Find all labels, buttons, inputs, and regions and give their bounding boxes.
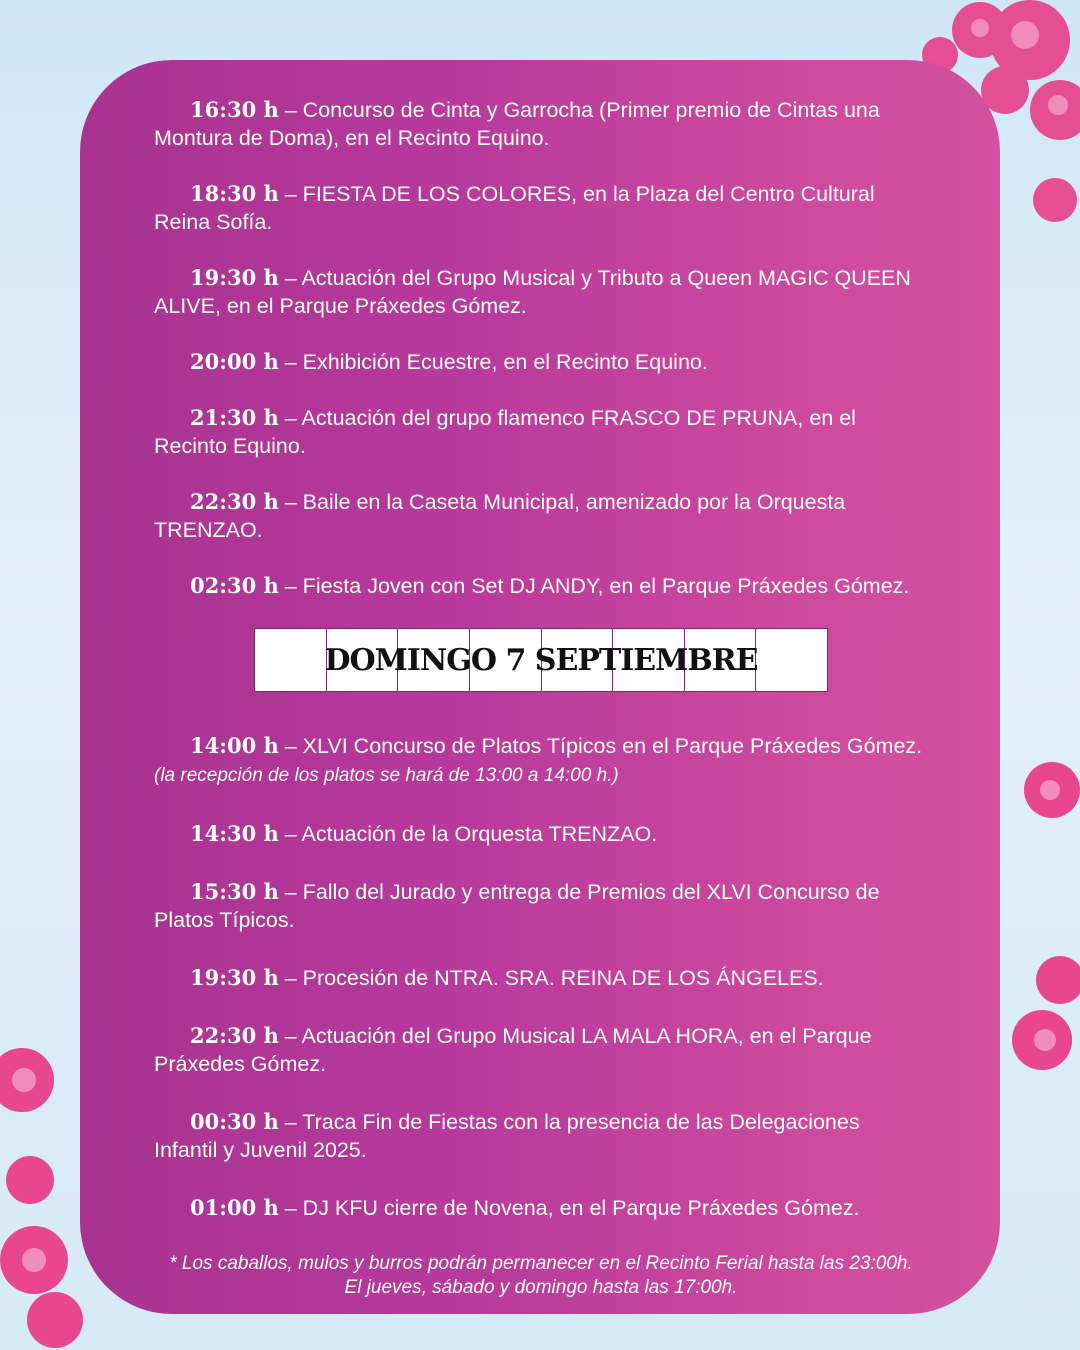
event-time: 02:30 h [190,573,279,598]
event-time: 14:00 h [190,733,279,758]
event-time: 21:30 h [190,405,279,430]
event-time: 00:30 h [190,1109,279,1134]
event-time: 15:30 h [190,879,279,904]
event-description: – Actuación del Grupo Musical y Tributo a Queen MAGIC QUEEN ALIVE, en el Parque Práxedes Gómez. [154,266,911,318]
event-description: – Procesión de NTRA. SRA. REINA DE LOS ÁNGELES. [278,966,824,990]
event-item [154,1194,928,1222]
event-time: 14:30 h [190,821,279,846]
event-note: (la recepción de los platos se hará de 13:00 a 14:00 h.) [154,765,619,786]
event-description: – DJ KFU cierre de Novena, en el Parque Práxedes Gómez. [278,1196,860,1220]
flower-cluster-right-icon [990,750,1080,1090]
event-time: 19:30 h [190,265,279,290]
event-time: 22:30 h [190,489,279,514]
event-item [154,488,928,544]
day-banner [254,628,828,692]
event-description: – Actuación del Grupo Musical LA MALA HORA, en el Parque Práxedes Gómez. [154,1024,872,1076]
event-description: – Actuación del grupo flamenco FRASCO DE PRUNA, en el Recinto Equino. [154,406,856,458]
event-item [154,1022,928,1078]
event-time: 16:30 h [190,97,279,122]
event-item [154,264,928,320]
sunday-event-list [154,732,928,1222]
event-item [154,572,928,600]
event-item [154,878,928,934]
event-item [154,732,928,790]
day-title: DOMINGO 7 SEPTIEMBRE [324,642,758,678]
event-item [154,348,928,376]
event-item [154,820,928,848]
event-description: – Traca Fin de Fiestas con la presencia de las Delegaciones Infantil y Juvenil 2025. [154,1110,860,1162]
event-description: – Fallo del Jurado y entrega de Premios del XLVI Concurso de Platos Típicos. [154,880,880,932]
event-description: – XLVI Concurso de Platos Típicos en el Parque Práxedes Gómez. [278,734,923,758]
event-time: 22:30 h [190,1023,279,1048]
event-description: – Exhibición Ecuestre, en el Recinto Equino. [278,350,708,374]
footnote: * Los caballos, mulos y burros podrán permanecer en el Recinto Ferial hasta las 23:00h. El jueves, sábado y domingo hasta las 17:00h. [169,1253,913,1298]
event-description: – Fiesta Joven con Set DJ ANDY, en el Parque Práxedes Gómez. [278,574,910,598]
event-description: – Baile en la Caseta Municipal, amenizado por la Orquesta TRENZAO. [154,490,846,542]
event-description: – FIESTA DE LOS COLORES, en la Plaza del Centro Cultural Reina Sofía. [154,182,875,234]
event-item [154,404,928,460]
event-time: 20:00 h [190,349,279,374]
event-description: – Actuación de la Orquesta TRENZAO. [278,822,658,846]
event-time: 18:30 h [190,181,279,206]
event-description: – Concurso de Cinta y Garrocha (Primer premio de Cintas una Montura de Doma), en el Recinto Equino. [154,98,880,150]
saturday-event-list [154,96,928,600]
event-item [154,1108,928,1164]
event-item [154,180,928,236]
event-time: 19:30 h [190,965,279,990]
schedule-panel [80,60,1000,1314]
event-item [154,964,928,992]
event-time: 01:00 h [190,1195,279,1220]
event-item [154,96,928,152]
